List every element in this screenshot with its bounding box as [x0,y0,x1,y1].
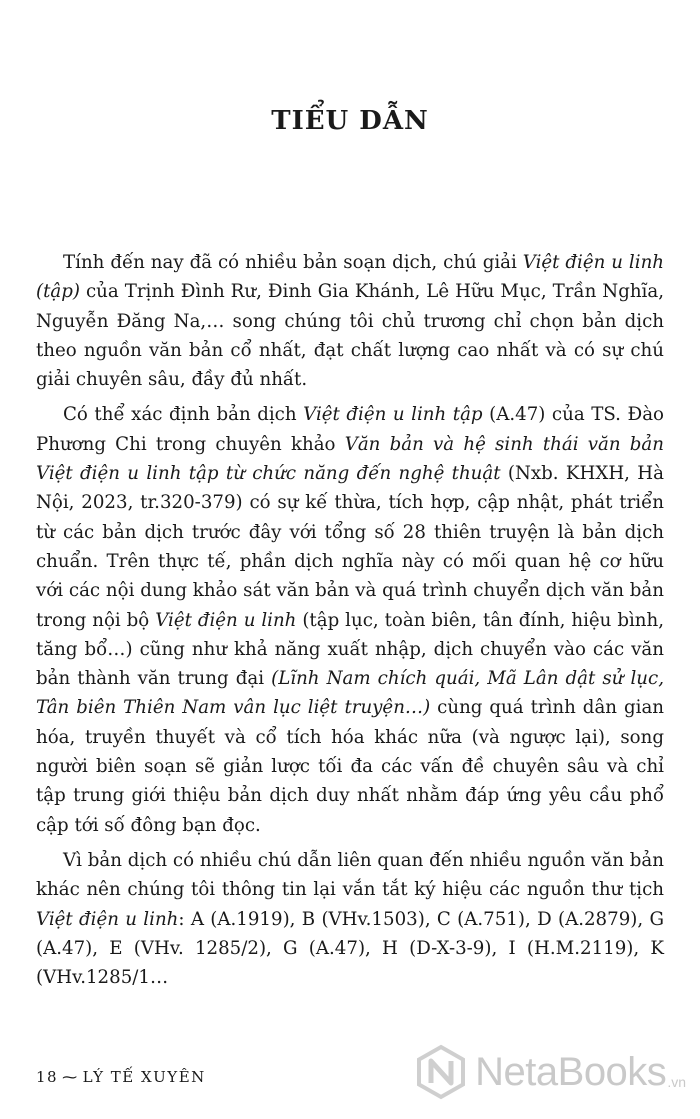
watermark-suffix: .vn [667,1074,686,1090]
text-run: (Nxb. KHXH, Hà Nội, 2023, tr.320-379) có sự kế thừa, tích hợp, cập nhật, phát triển từ các bản dịch trước đây với tổng số 28 thiên truyện là bản dịch chuẩn. Trên thực tế, phần dịch nghĩa này có mối quan hệ cơ hữu với các nội dung khảo sát văn bản và quá trình chuyển dịch văn bản trong nội bộ [36,463,664,631]
page-footer [36,1068,206,1086]
watermark [413,1040,686,1104]
text-run: cùng quá trình dân gian hóa, truyền thuyết và cổ tích hóa khác nữa (và ngược lại), song người biên soạn sẽ giản lược tối đa các vấn đề chuyên sâu và chỉ tập trung giới thiệu bản dịch duy nhất nhằm đáp ứng yêu cầu phổ cập tới số đông bạn đọc. [36,697,665,836]
watermark-brand: NetaBooks [475,1049,667,1094]
italic-title: Việt điện u linh [155,609,297,631]
paragraph-3 [36,846,664,992]
chapter-title: TIỂU DẪN [271,106,429,136]
italic-title: Việt điện u linh tập [303,404,483,426]
paragraph-1 [36,248,664,394]
text-run: (tập lục, toàn biên, tân đính, hiệu bình, tăng bổ…) cũng như khả năng xuất nhập, dịch chuyển vào các văn bản thành văn trung đại [36,609,664,690]
text-run: (A.47) của TS. Đào Phương Chi trong chuyên khảo [36,404,664,455]
page-number: 18 [36,1068,59,1086]
italic-title: Văn bản và hệ sinh thái văn bản Việt điện u linh tập từ chức năng đến nghệ thuật [36,433,664,485]
text-run: Tính đến nay đã có nhiều bản soạn dịch, chú giải [63,252,523,273]
footer-separator: ⁓ [62,1068,79,1086]
text-run: : A (A.1919), B (VHv.1503), C (A.751), D (A.2879), G (A.47), E (VHv. 1285/2), G (A.47), H (D-X-3-9), I (H.M.2119), K (VHv.1285/1… [36,908,664,989]
text-run: Vì bản dịch có nhiều chú dẫn liên quan đến nhiều nguồn văn bản khác nên chúng tôi thông tin lại vắn tắt ký hiệu các nguồn thư tịch [36,849,664,901]
italic-title: (Lĩnh Nam chích quái, Mã Lân dật sử lục, Tân biên Thiên Nam vân lục liệt truyện…) [36,668,664,719]
netabooks-logo-icon [413,1044,469,1100]
text-run: của Trịnh Đình Rư, Đinh Gia Khánh, Lê Hữu Mục, Trần Nghĩa, Nguyễn Đăng Na,… song chúng tôi chủ trương chỉ chọn bản dịch theo nguồn văn bản cổ nhất, đạt chất lượng cao nhất và có sự chú giải chuyên sâu, đầy đủ nhất. [36,281,664,391]
paragraph-2 [36,400,664,839]
italic-title: Việt điện u linh (tập) [36,252,664,303]
text-run: Có thể xác định bản dịch [63,404,304,426]
running-author: LÝ TẾ XUYÊN [82,1068,206,1086]
italic-title: Việt điện u linh [36,908,179,930]
body-text [36,248,664,998]
